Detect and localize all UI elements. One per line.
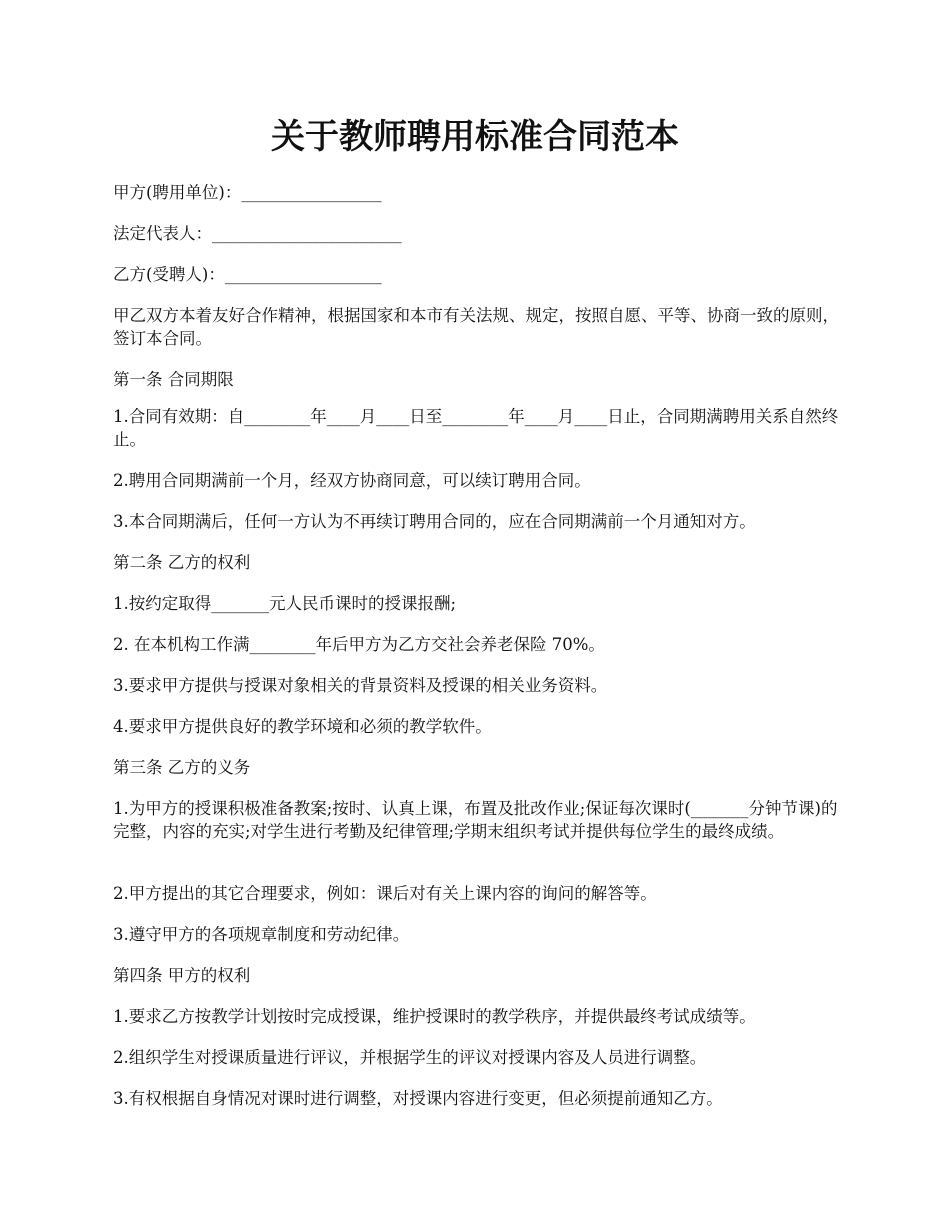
article-3-clause-2: 2.甲方提出的其它合理要求，例如：课后对有关上课内容的询问的解答等。	[113, 884, 657, 903]
article-4-clause-3: 3.有权根据自身情况对课时进行调整，对授课内容进行变更，但必须提前通知乙方。	[113, 1089, 723, 1108]
article-2-clause-1: 1.按约定取得_______元人民币课时的授课报酬;	[113, 594, 457, 613]
article-2-clause-4: 4.要求甲方提供良好的教学环境和必须的教学软件。	[113, 717, 492, 736]
article-1-heading: 第一条 合同期限	[113, 370, 234, 389]
article-2-heading: 第二条 乙方的权利	[113, 553, 251, 572]
article-4-heading: 第四条 甲方的权利	[113, 966, 251, 985]
article-1-clause-3: 3.本合同期满后，任何一方认为不再续订聘用合同的，应在合同期满前一个月通知对方。	[113, 512, 756, 531]
article-4-clause-2: 2.组织学生对授课质量进行评议，并根据学生的评议对授课内容及人员进行调整。	[113, 1048, 707, 1067]
preamble-paragraph: 甲乙双方本着友好合作精神，根据国家和本市有关法规、规定，按照自愿、平等、协商一致的原则，签订本合同。	[113, 306, 839, 348]
article-1-clause-2: 2.聘用合同期满前一个月，经双方协商同意，可以续订聘用合同。	[113, 471, 591, 490]
article-3-clause-1: 1.为甲方的授课积极准备教案;按时、认真上课，布置及批改作业;保证每次课时(_______分钟节课)的完整，内容的充实;对学生进行考勤及纪律管理;学期末组织考试并提供每位学生的最终成绩。	[113, 799, 838, 841]
article-3-heading: 第三条 乙方的义务	[113, 758, 251, 777]
article-2-clause-2: 2. 在本机构工作满________年后甲方为乙方交社会养老保险 70%。	[113, 635, 605, 654]
legal-representative-line: 法定代表人：_______________________	[113, 224, 402, 243]
party-b-line: 乙方(受聘人)：___________________	[113, 265, 382, 284]
article-3-clause-3: 3.遵守甲方的各项规章制度和劳动纪律。	[113, 925, 410, 944]
article-1-clause-1: 1.合同有效期：自________年____月____日至________年____月____日止，合同期满聘用关系自然终止。	[113, 407, 839, 449]
article-4-clause-1: 1.要求乙方按教学计划按时完成授课，维护授课时的教学秩序，并提供最终考试成绩等。	[113, 1007, 756, 1026]
party-a-line: 甲方(聘用单位)：_________________	[113, 183, 382, 202]
article-2-clause-3: 3.要求甲方提供与授课对象相关的背景资料及授课的相关业务资料。	[113, 676, 608, 695]
document-title: 关于教师聘用标准合同范本	[271, 117, 679, 157]
